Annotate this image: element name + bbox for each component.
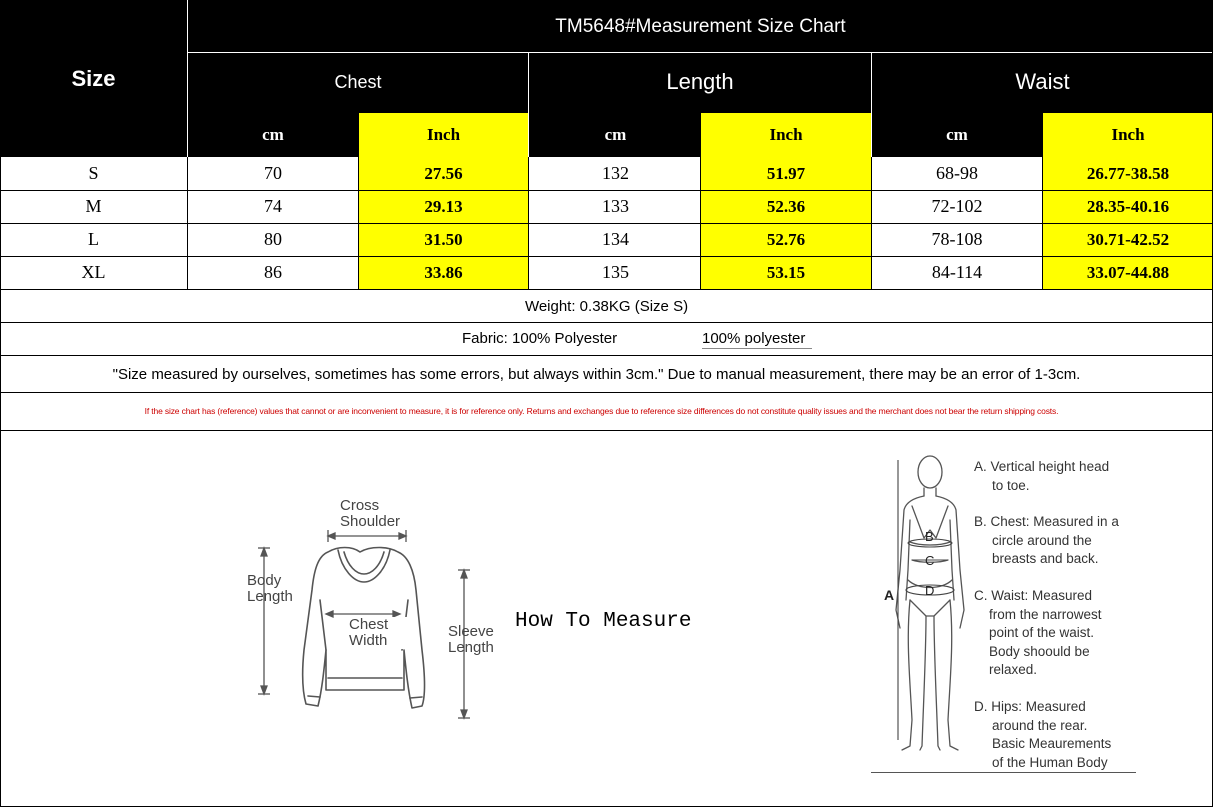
- table-row: [0, 223, 1213, 256]
- length-inch-cell: 51.97: [701, 157, 871, 190]
- cross-shoulder-label: Cross Shoulder: [340, 497, 401, 530]
- size-cell: L: [88, 229, 99, 249]
- instruction-d: D. Hips: Measured around the rear. Basic Meaurements of the Human Body: [974, 699, 1112, 770]
- length-group-header: Length: [666, 69, 734, 94]
- chest-cm-cell: 70: [264, 163, 282, 183]
- instruction-b: B. Chest: Measured in a circle around the breasts and back.: [974, 514, 1119, 566]
- how-to-measure-title: How To Measure: [515, 610, 692, 633]
- length-inch-cell: 52.76: [701, 223, 871, 256]
- disclaimer-note: If the size chart has (reference) values that cannot or are inconvenient to measure, it is for reference only. Returns and exchanges due to reference size differences do not constitute quality issues and the merchant does not bear the return shipping costs.: [144, 406, 1059, 416]
- size-cell: XL: [81, 262, 106, 282]
- waist-cm-cell: 68-98: [936, 163, 978, 183]
- fabric-extra-note: 100% polyester: [702, 330, 806, 347]
- chest-inch-cell: 31.50: [359, 223, 528, 256]
- instruction-c: C. Waist: Measured from the narrowest point of the waist. Body shoould be relaxed.: [974, 588, 1102, 677]
- length-cm-header: cm: [604, 125, 627, 144]
- waist-group-header: Waist: [1015, 69, 1070, 94]
- chest-cm-cell: 74: [264, 196, 282, 216]
- waist-cm-header: cm: [946, 125, 968, 144]
- marker-a: A: [884, 587, 895, 603]
- marker-d: D: [925, 583, 935, 598]
- waist-inch-header: Inch: [1043, 113, 1213, 157]
- marker-b: B: [925, 529, 934, 544]
- size-cell: M: [85, 196, 102, 216]
- length-cm-cell: 135: [602, 262, 629, 282]
- length-cm-cell: 133: [602, 196, 629, 216]
- instruction-a: A. Vertical height head to toe.: [974, 459, 1110, 493]
- fabric-note: Fabric: 100% Polyester: [462, 330, 618, 347]
- size-header: Size: [71, 65, 116, 91]
- sleeve-length-label: Sleeve Length: [448, 623, 494, 656]
- waist-inch-cell: 30.71-42.52: [1043, 223, 1213, 256]
- table-row: [0, 190, 1213, 223]
- length-inch-cell: 52.36: [701, 190, 871, 223]
- body-length-label: Body Length: [247, 572, 293, 605]
- chest-inch-cell: 27.56: [359, 157, 528, 190]
- length-inch-header: Inch: [701, 113, 871, 157]
- table-row: [0, 256, 1213, 289]
- chest-inch-cell: 29.13: [359, 190, 528, 223]
- length-cm-cell: 134: [602, 229, 629, 249]
- waist-inch-cell: 26.77-38.58: [1043, 157, 1213, 190]
- chest-cm-header: cm: [262, 125, 284, 144]
- body-figure: [876, 450, 966, 760]
- chest-group-header: Chest: [334, 71, 382, 92]
- chest-cm-cell: 80: [264, 229, 282, 249]
- weight-note: Weight: 0.38KG (Size S): [524, 297, 689, 315]
- chest-inch-cell: 33.86: [359, 256, 528, 289]
- table-row: [0, 157, 1213, 190]
- measurement-error-note: "Size measured by ourselves, sometimes has some errors, but always within 3cm." Due to manual measurement, there may be an error of 1-3cm.: [112, 365, 1081, 383]
- waist-cm-cell: 72-102: [931, 196, 983, 216]
- waist-inch-cell: 33.07-44.88: [1043, 256, 1213, 289]
- length-inch-cell: 53.15: [701, 256, 871, 289]
- table-title: TM5648#Measurement Size Chart: [555, 15, 846, 37]
- chest-width-label: Chest Width: [349, 617, 409, 649]
- chest-cm-cell: 86: [264, 262, 282, 282]
- waist-cm-cell: 84-114: [931, 262, 983, 282]
- size-cell: S: [88, 163, 99, 183]
- marker-c: C: [925, 553, 935, 568]
- waist-inch-cell: 28.35-40.16: [1043, 190, 1213, 223]
- length-cm-cell: 132: [602, 163, 629, 183]
- chest-inch-header: Inch: [359, 113, 528, 157]
- waist-cm-cell: 78-108: [931, 229, 983, 249]
